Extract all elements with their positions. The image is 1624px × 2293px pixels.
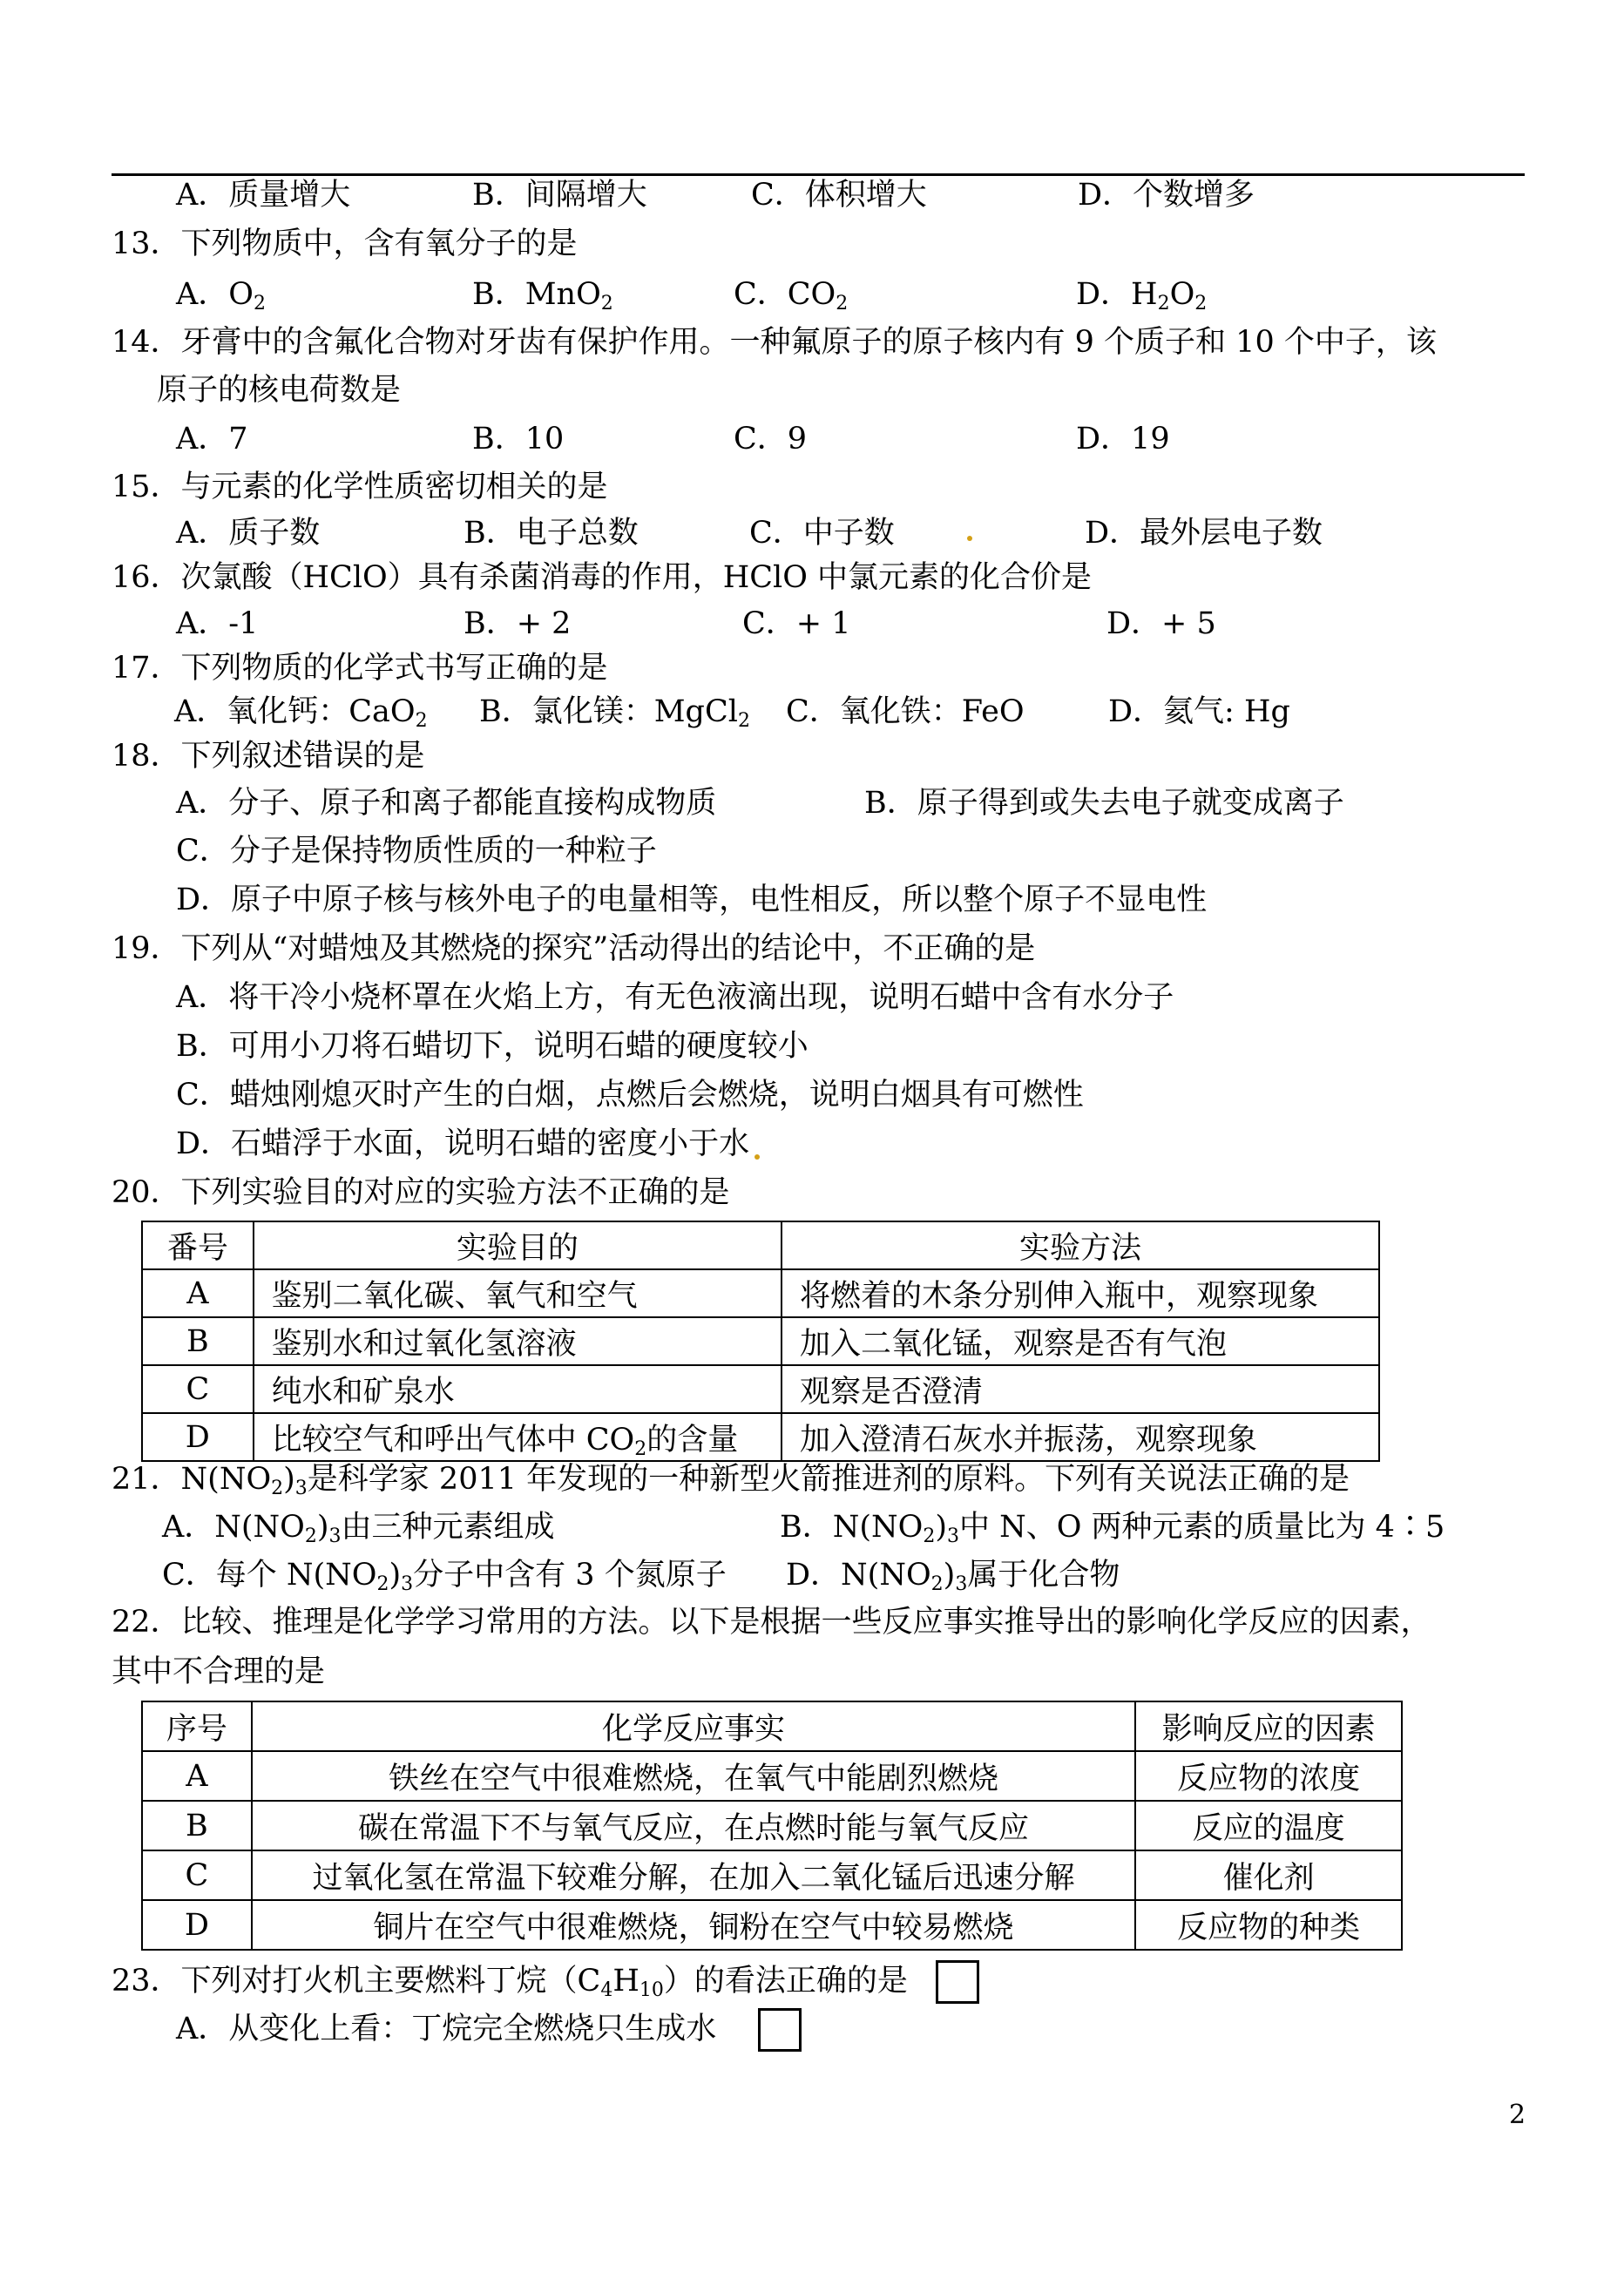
q14-stem-line1: 14．牙膏中的含氟化合物对牙齿有保护作用。一种氟原子的原子核内有 9 个质子和 10 个中子，该 [112, 325, 1437, 360]
table-cell: 将燃着的木条分别伸入瓶中，观察现象 [782, 1269, 1379, 1317]
column-header: 实验目的 [254, 1221, 782, 1269]
table-cell: C [142, 1365, 254, 1413]
q12-option-b: B．间隔增大 [472, 178, 647, 213]
q16-option-b: B．+ 2 [464, 606, 572, 641]
table-cell: 过氧化氢在常温下较难分解，在加入二氧化锰后迅速分解 [252, 1850, 1135, 1900]
q21-option-d: D．$N(NO_2)_3$属于化合物 [786, 1558, 1120, 1595]
q14-option-a: A．7 [176, 422, 248, 457]
q12-option-c: C．体积增大 [751, 178, 927, 213]
ink-speck [967, 536, 972, 541]
q18-option-d: D．原子中原子核与核外电子的电量相等，电性相反，所以整个原子不显电性 [176, 883, 1208, 917]
q19-stem: 19．下列从“对蜡烛及其燃烧的探究”活动得出的结论中，不正确的是 [112, 931, 1036, 966]
q21-option-a: A．$N(NO_2)_3$由三种元素组成 [162, 1510, 555, 1547]
q16-option-d: D．+ 5 [1106, 606, 1216, 641]
table-row [142, 1413, 1379, 1461]
q13-option-a: A．$O_2$ [176, 277, 266, 315]
column-header: 序号 [142, 1701, 252, 1751]
table-cell: 反应的温度 [1135, 1801, 1402, 1850]
table-header-row [142, 1221, 1379, 1269]
table-cell: B [142, 1317, 254, 1365]
q15-option-c: C．中子数 [749, 516, 895, 551]
table-cell: 碳在常温下不与氧气反应，在点燃时能与氧气反应 [252, 1801, 1135, 1850]
q22-stem-line1: 22．比较、推理是化学学习常用的方法。以下是根据一些反应事实推导出的影响化学反应的因素， [112, 1605, 1431, 1640]
table-cell: 铜片在空气中很难燃烧，铜粉在空气中较易燃烧 [252, 1900, 1135, 1950]
table-cell: B [142, 1801, 252, 1850]
table-row [142, 1269, 1379, 1317]
ink-speck [754, 1154, 760, 1160]
q16-option-a: A．-1 [176, 606, 259, 641]
q13-stem: 13．下列物质中，含有氧分子的是 [112, 227, 578, 261]
table-row [142, 1317, 1379, 1365]
q23-stem: 23．下列对打火机主要燃料丁烷$(C_4H_{10})$的看法正确的是 [112, 1964, 908, 2001]
q12-option-a: A．质量增大 [176, 178, 351, 213]
q19-option-b: B．可用小刀将石蜡切下，说明石蜡的硬度较小 [176, 1029, 809, 1064]
q14-option-c: C．9 [734, 422, 808, 457]
q17-option-b: B．氯化镁：MgCl$_2$ [479, 694, 750, 732]
table-cell: 纯水和矿泉水 [254, 1365, 782, 1413]
column-header: 番号 [142, 1221, 254, 1269]
table-cell: D [142, 1413, 254, 1461]
table-cell: 加入二氧化锰，观察是否有气泡 [782, 1317, 1379, 1365]
table-cell: A [142, 1269, 254, 1317]
table-cell: 反应物的浓度 [1135, 1751, 1402, 1801]
q17-stem: 17．下列物质的化学式书写正确的是 [112, 651, 608, 686]
table-cell: 催化剂 [1135, 1850, 1402, 1900]
q22-table [141, 1701, 1403, 1951]
q19-option-d: D．石蜡浮于水面，说明石蜡的密度小于水 [176, 1126, 750, 1161]
table-cell: D [142, 1900, 252, 1950]
table-cell: 观察是否澄清 [782, 1365, 1379, 1413]
table-cell: 反应物的种类 [1135, 1900, 1402, 1950]
q12-option-d: D．个数增多 [1078, 178, 1255, 213]
table-row [142, 1751, 1402, 1801]
q21-option-b: B．$N(NO_2)_3$中 N、O 两种元素的质量比为 4∶5 [780, 1510, 1445, 1547]
q18-option-b: B．原子得到或失去电子就变成离子 [864, 786, 1344, 821]
q14-option-b: B．10 [472, 422, 565, 457]
table-row [142, 1365, 1379, 1413]
q22-stem-line2: 其中不合理的是 [112, 1654, 326, 1689]
q16-option-c: C．+ 1 [742, 606, 851, 641]
q17-option-d: D．氦气: Hg [1108, 694, 1290, 729]
q15-option-d: D．最外层电子数 [1085, 516, 1323, 551]
q14-stem-line2: 原子的核电荷数是 [157, 373, 402, 408]
q15-option-b: B．电子总数 [464, 516, 639, 551]
table-cell: A [142, 1751, 252, 1801]
table-row [142, 1801, 1402, 1850]
q20-stem: 20．下列实验目的对应的实验方法不正确的是 [112, 1175, 730, 1210]
q18-option-c: C．分子是保持物质性质的一种粒子 [176, 834, 657, 869]
q14-option-d: D．19 [1076, 422, 1170, 457]
q15-stem: 15．与元素的化学性质密切相关的是 [112, 470, 608, 504]
q18-option-a: A．分子、原子和离子都能直接构成物质 [176, 786, 717, 821]
q17-option-a: A．氧化钙：CaO$_2$ [174, 694, 428, 732]
page-number: 2 [1509, 2100, 1526, 2130]
q21-option-c: C．每个 $N(NO_2)_3$分子中含有 3 个氮原子 [162, 1558, 727, 1595]
table-cell: 鉴别二氧化碳、氧气和空气 [254, 1269, 782, 1317]
table-header-row [142, 1701, 1402, 1751]
q19-option-a: A．将干冷小烧杯罩在火焰上方，有无色液滴出现，说明石蜡中含有水分子 [176, 980, 1174, 1015]
table-cell: 加入澄清石灰水并振荡，观察现象 [782, 1413, 1379, 1461]
answer-box[interactable] [936, 1960, 979, 2004]
q17-option-c: C．氧化铁：FeO [786, 694, 1025, 729]
q13-option-c: C．$CO_2$ [734, 277, 849, 315]
table-cell: 鉴别水和过氧化氢溶液 [254, 1317, 782, 1365]
q21-stem: 21．$N(NO_2)_3$是科学家 2011 年发现的一种新型火箭推进剂的原料。下列有关说法正确的是 [112, 1462, 1350, 1499]
column-header: 实验方法 [782, 1221, 1379, 1269]
table-cell: C [142, 1850, 252, 1900]
q13-option-d: D．$H_2O_2$ [1076, 277, 1208, 315]
q19-option-c: C．蜡烛刚熄灭时产生的白烟，点燃后会燃烧，说明白烟具有可燃性 [176, 1078, 1084, 1113]
answer-box[interactable] [758, 2008, 802, 2052]
table-cell: 比较空气和呼出气体中 $CO_2$的含量 [254, 1413, 782, 1461]
table-cell: 铁丝在空气中很难燃烧，在氧气中能剧烈燃烧 [252, 1751, 1135, 1801]
q13-option-b: B．MnO$_2$ [472, 277, 613, 315]
q23-option-a: A．从变化上看：丁烷完全燃烧只生成水 [176, 2012, 717, 2046]
column-header: 化学反应事实 [252, 1701, 1135, 1751]
q18-stem: 18．下列叙述错误的是 [112, 739, 425, 774]
table-row [142, 1900, 1402, 1950]
q15-option-a: A．质子数 [176, 516, 321, 551]
table-row [142, 1850, 1402, 1900]
column-header: 影响反应的因素 [1135, 1701, 1402, 1751]
q16-stem: 16．次氯酸（HClO）具有杀菌消毒的作用，HClO 中氯元素的化合价是 [112, 560, 1093, 595]
q20-table [141, 1221, 1380, 1462]
